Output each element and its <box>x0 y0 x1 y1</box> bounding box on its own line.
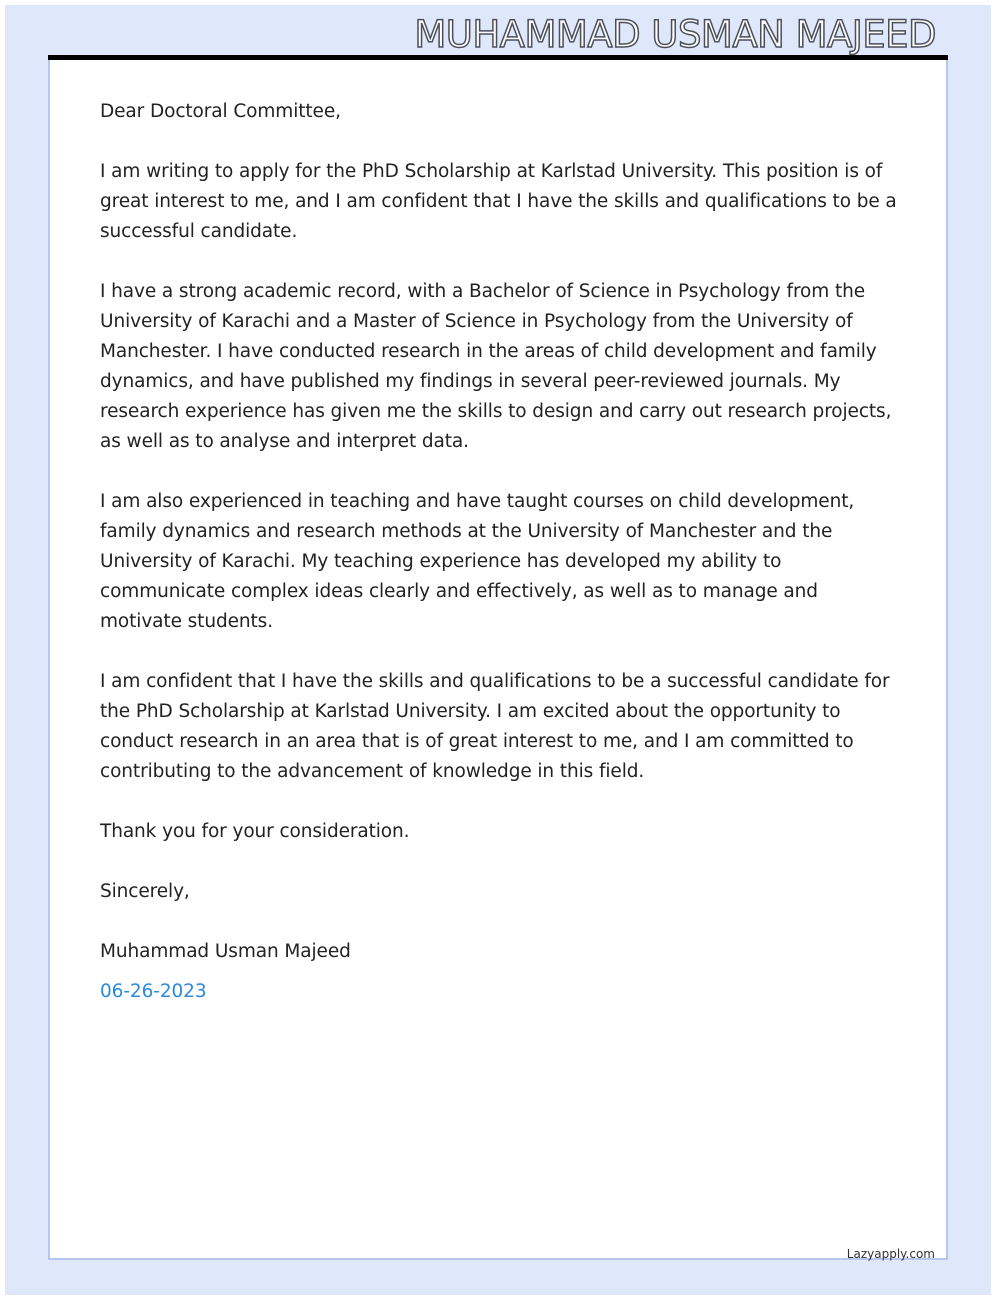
paragraph-academic: I have a strong academic record, with a Bachelor of Science in Psychology from the University of Karachi and a Master of Science in Psychology from the University of Manchester. I have conducted research in the areas of child development and family dynamics, and have published my findings in several peer-reviewed journals. My research experience has given me the skills to design and carry out research projects, as well as to analyse and interpret data. <box>100 281 892 452</box>
signature-name: Muhammad Usman Majeed <box>100 941 351 962</box>
letter-body <box>100 97 900 1037</box>
paragraph-teaching: I am also experienced in teaching and have taught courses on child development, family dynamics and research methods at the University of Manchester and the University of Karachi. My teaching experience has developed my ability to communicate complex ideas clearly and effectively, as well as to manage and motivate students. <box>100 491 855 632</box>
thanks-line: Thank you for your consideration. <box>100 821 410 842</box>
date-line <box>100 977 900 1007</box>
date-link[interactable]: 06-26-2023 <box>100 981 207 1002</box>
paragraph-conclusion: I am confident that I have the skills and qualifications to be a successful candidate for the PhD Scholarship at Karlstad University. I am excited about the opportunity to conduct research in an area that is of great interest to me, and I am committed to contributing to the advancement of knowledge in this field. <box>100 671 890 782</box>
applicant-name-heading: MUHAMMAD USMAN MAJEED <box>414 13 936 56</box>
salutation: Dear Doctoral Committee, <box>100 101 341 122</box>
paragraph-intro: I am writing to apply for the PhD Scholarship at Karlstad University. This position is of great interest to me, and I am confident that I have the skills and qualifications to be a successful candidate. <box>100 161 897 242</box>
lazyapply-watermark: Lazyapply.com <box>846 1247 935 1261</box>
closing-line: Sincerely, <box>100 881 190 902</box>
